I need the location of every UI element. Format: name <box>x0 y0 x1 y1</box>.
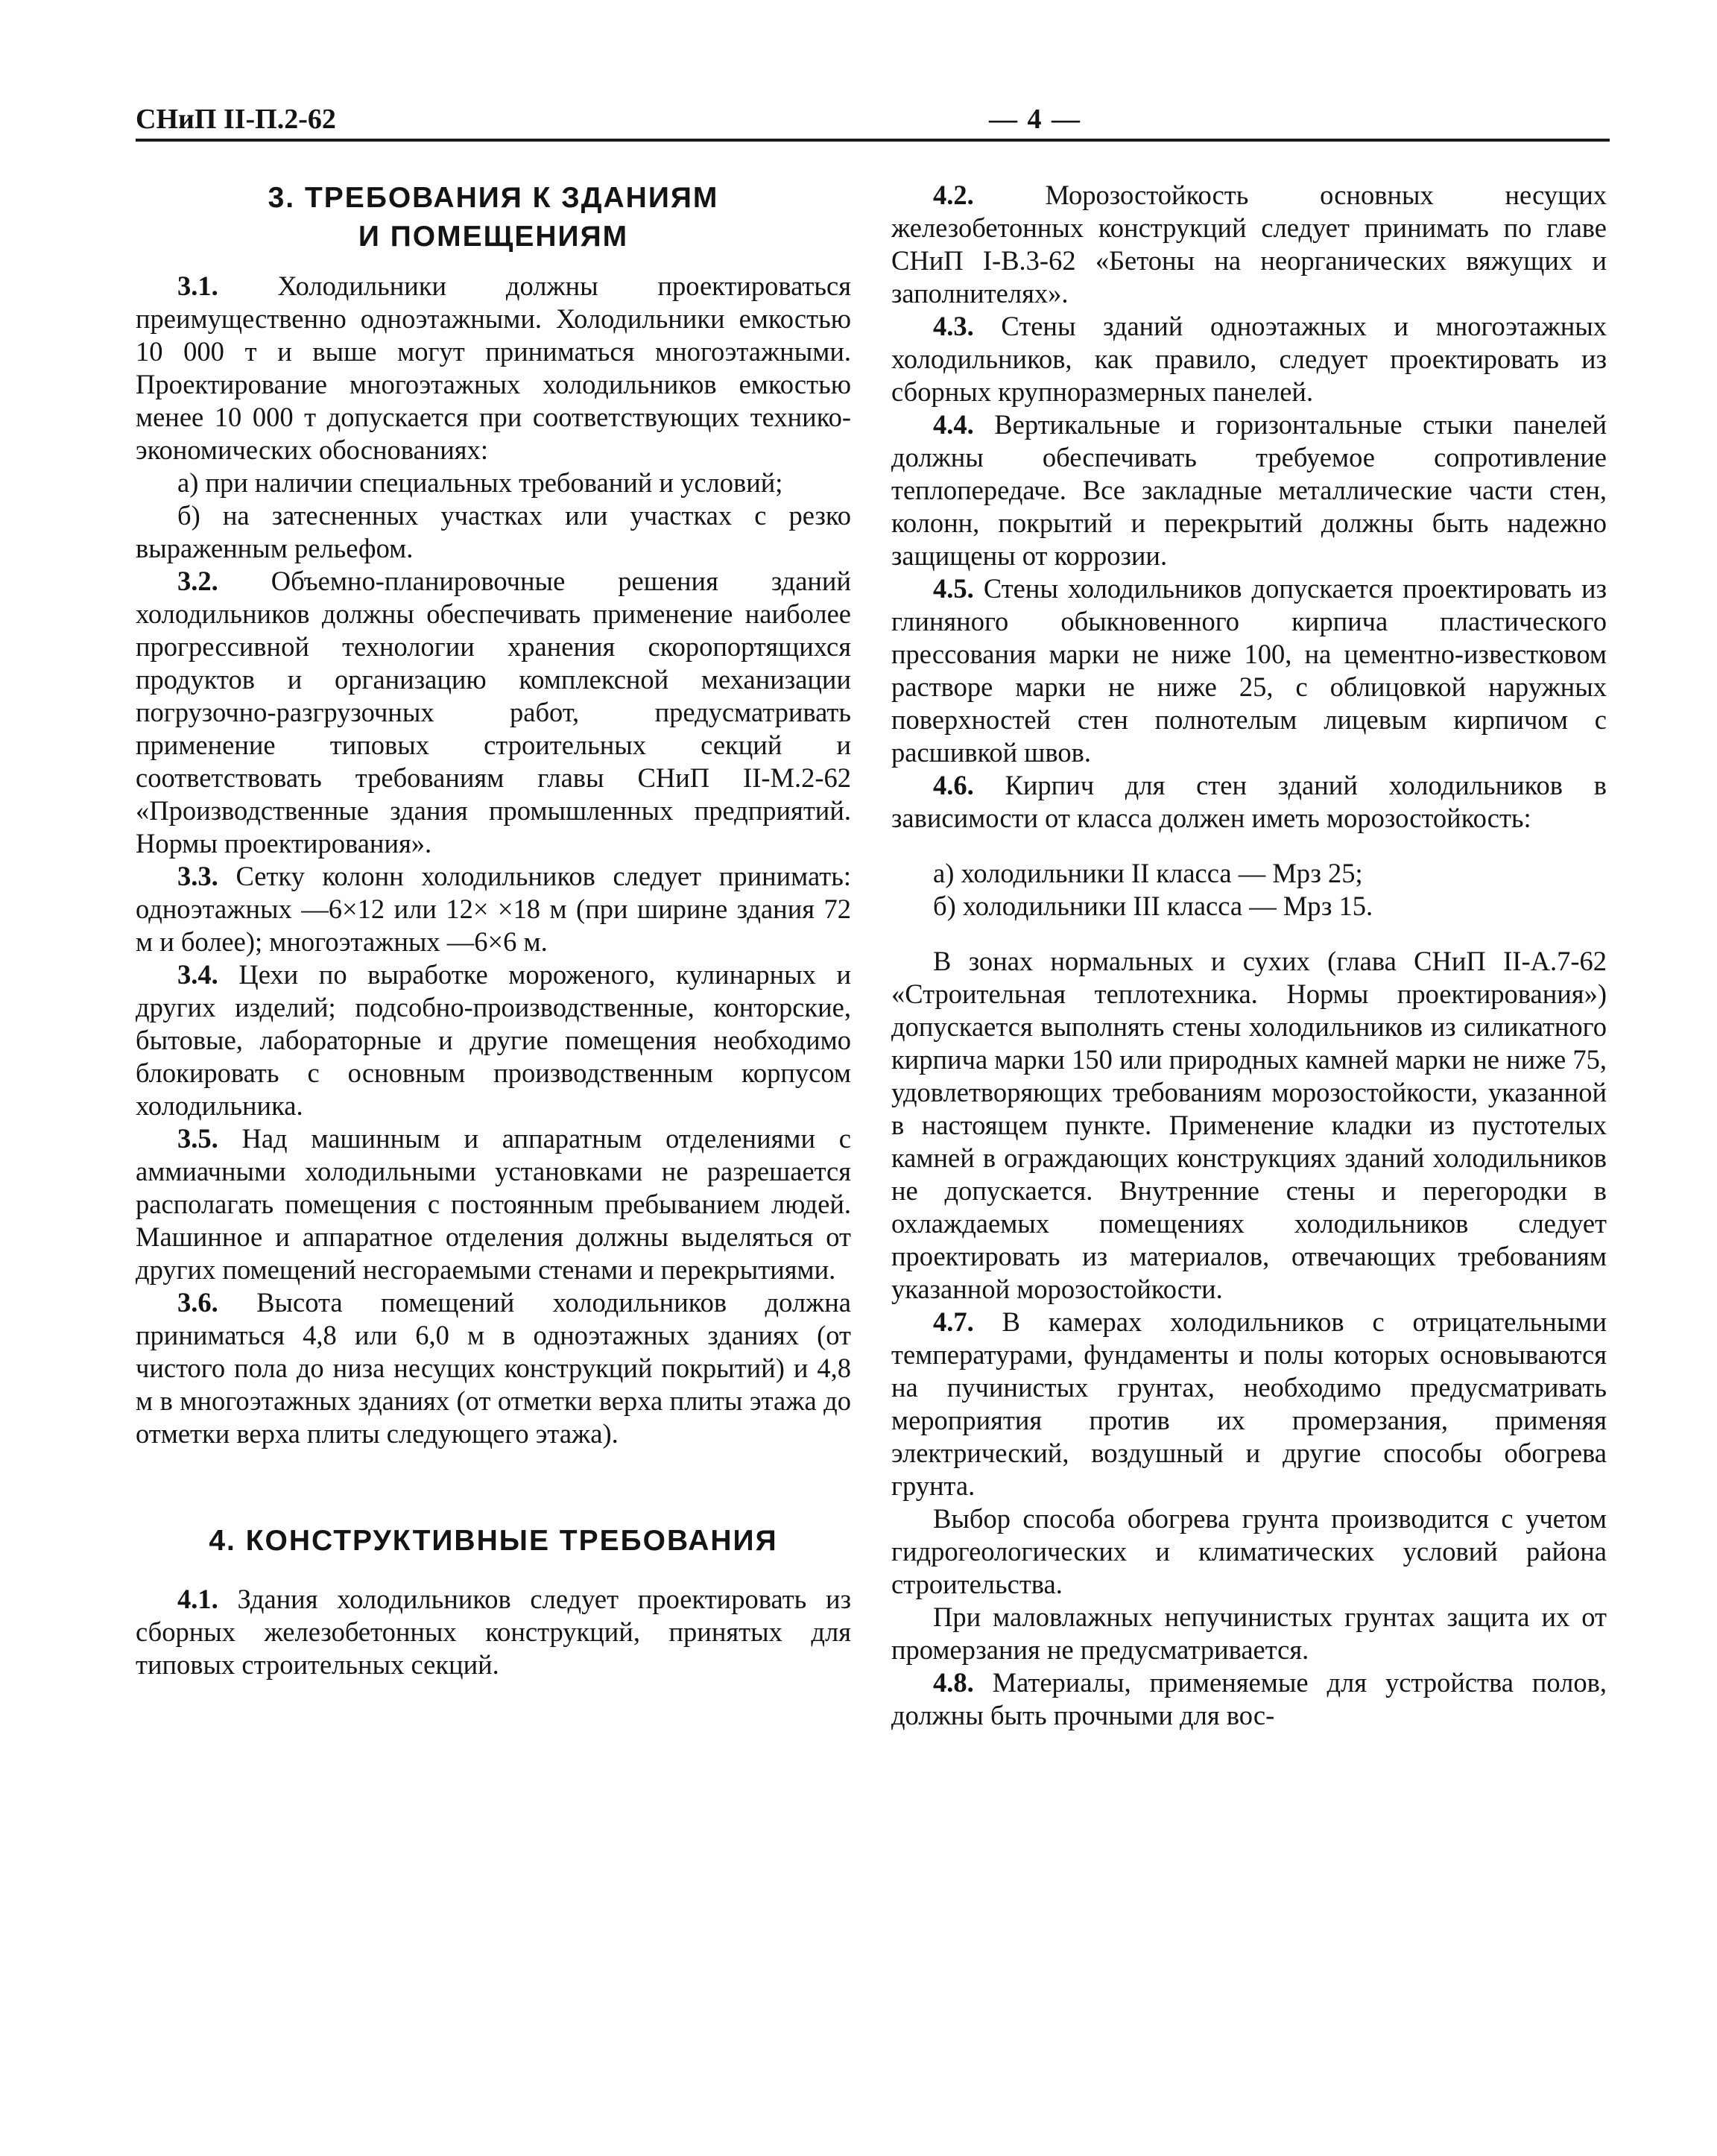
clause-text: Стены холодильников допускается проектировать из глиняного обыкновенного кирпича пластического прессования марки не ниже 100, на цементно-известковом растворе марки не ниже 25, с облицовкой наружных поверхностей стен полнотелым лицевым кирпичом с расшивкой швов. <box>891 573 1607 768</box>
clause-number: 4.8. <box>933 1667 974 1698</box>
left-column <box>136 179 851 1681</box>
clause-number: 3.4. <box>177 959 218 990</box>
page-header <box>136 103 1610 142</box>
page-number: — 4 — <box>989 104 1081 135</box>
clause-number: 4.7. <box>933 1306 974 1337</box>
clause-number: 4.2. <box>933 180 974 210</box>
clause-text: Кирпич для стен зданий холодильников в зависимости от класса должен иметь морозостойкость: <box>891 770 1607 833</box>
clause-number: 4.4. <box>933 409 974 440</box>
clause-number: 4.1. <box>177 1584 218 1614</box>
frost-resistance-list <box>891 857 1607 923</box>
clause-number: 3.6. <box>177 1287 218 1318</box>
frost-resistance-item-b: б) холодильники III класса — Мрз 15. <box>933 891 1373 921</box>
clause-number: 3.3. <box>177 861 218 891</box>
clause-number: 4.5. <box>933 573 974 604</box>
clause-number: 3.1. <box>177 271 218 301</box>
section-4-title: 4. КОНСТРУКТИВНЫЕ ТРЕБОВАНИЯ <box>209 1525 778 1557</box>
clause-text: Стены зданий одноэтажных и многоэтажных холодильников, как правило, следует проектировать из сборных крупноразмерных панелей. <box>891 311 1607 407</box>
clause-text: Над машинным и аппаратным отделениями с аммиачными холодильными установками не разрешается располагать помещения с постоянным пребыванием людей. Машинное и аппаратное отделения должны выделяться от других помещений несгораемыми стенами и перекрытиями. <box>136 1123 851 1285</box>
clause-text: В камерах холодильников с отрицательными температурами, фундаменты и полы которых основываются на пучинистых грунтах, необходимо предусматривать мероприятия против их промерзания, применяя электрический, воздушный и другие способы обогрева грунта. <box>891 1306 1607 1501</box>
section-3-title-line-2: И ПОМЕЩЕНИЯМ <box>358 221 629 253</box>
clause-4-6-continuation: В зонах нормальных и сухих (глава СНиП II-А.7-62 «Строительная теплотехника. Нормы проектирования») допускается выполнять стены холодильников из силикатного кирпича марки 150 или природных камней марки не ниже 75, удовлетворяющих требованиям морозостойкости, указанной в настоящем пункте. Применение кладки из пустотелых камней в ограждающих конструкциях зданий холодильников не допускается. Внутренние стены и перегородки в охлаждаемых помещениях холодильников следует проектировать из материалов, отвечающих требованиям указанной морозостойкости. <box>891 946 1607 1304</box>
clause-4-7-continuation-1: Выбор способа обогрева грунта производится с учетом гидрогеологических и климатических условий района строительства. <box>891 1503 1607 1599</box>
clause-number: 3.2. <box>177 566 218 596</box>
clause-4-1 <box>136 1583 851 1681</box>
clause-3-4 <box>136 958 851 1122</box>
clause-4-4 <box>891 408 1607 572</box>
clause-text: Цехи по выработке мороженого, кулинарных и других изделий; подсобно-производственные, конторские, бытовые, лабораторные и другие помещения необходимо блокировать с основным производственным корпусом холодильника. <box>136 959 851 1121</box>
right-column <box>891 179 1607 1732</box>
clause-3-5 <box>136 1122 851 1286</box>
clause-text: Сетку колонн холодильников следует принимать: одноэтажных —6×12 или 12× ×18 м (при ширине здания 72 м и более); многоэтажных —6×6 м. <box>136 861 852 957</box>
clause-3-6 <box>136 1286 851 1450</box>
document-code: СНиП II-П.2-62 <box>136 104 336 135</box>
clause-text: Морозостойкость основных несущих железобетонных конструкций следует принимать по главе СНиП I-В.3-62 «Бетоны на неорганических вяжущих и заполнителях». <box>891 180 1607 309</box>
clause-text: Холодильники должны проектироваться преимущественно одноэтажными. Холодильники емкостью 10 000 т и выше могут приниматься многоэтажными. Проектирование многоэтажных холодильников емкостью менее 10 000 т допускается при соответствующих технико-экономических обоснованиях: <box>136 271 851 465</box>
clause-4-5 <box>891 572 1607 769</box>
clause-4-8 <box>891 1666 1607 1732</box>
clause-text: Материалы, применяемые для устройства полов, должны быть прочными для вос- <box>891 1667 1607 1730</box>
clause-number: 4.3. <box>933 311 974 341</box>
section-3-title <box>136 179 851 256</box>
clause-4-7 <box>891 1306 1607 1502</box>
clause-4-7-continuation-2: При маловлажных непучинистых грунтах защита их от промерзания не предусматривается. <box>891 1602 1607 1665</box>
clause-3-1 <box>136 270 851 467</box>
clause-3-1-item-b: б) на затесненных участках или участках с резко выраженным рельефом. <box>136 500 851 563</box>
clause-text: Высота помещений холодильников должна приниматься 4,8 или 6,0 м в одноэтажных зданиях (от чистого пола до низа несущих конструкций покрытий) и 4,8 м в многоэтажных зданиях (от отметки верха плиты этажа до отметки верха плиты следующего этажа). <box>136 1287 852 1449</box>
clause-4-2 <box>891 179 1607 310</box>
clause-3-3 <box>136 860 851 958</box>
clause-3-2 <box>136 565 851 860</box>
frost-resistance-item-a: а) холодильники II класса — Мрз 25; <box>933 858 1363 888</box>
clause-number: 3.5. <box>177 1123 218 1154</box>
clause-4-6 <box>891 769 1607 835</box>
clause-4-3 <box>891 310 1607 408</box>
clause-text: Вертикальные и горизонтальные стыки панелей должны обеспечивать требуемое сопротивление теплопередаче. Все закладные металлические части стен, колонн, покрытий и перекрытий должны быть надежно защищены от коррозии. <box>891 409 1607 571</box>
clause-number: 4.6. <box>933 770 974 800</box>
section-3-title-line-1: 3. ТРЕБОВАНИЯ К ЗДАНИЯМ <box>268 182 719 214</box>
clause-text: Объемно-планировочные решения зданий холодильников должны обеспечивать применение наиболее прогрессивной технологии хранения скоропортящихся продуктов и организацию комплексной механизации погрузочно-разгрузочных работ, предусматривать применение типовых строительных секций и соответствовать требованиям главы СНиП II-М.2-62 «Производственные здания промышленных предприятий. Нормы проектирования». <box>136 566 851 859</box>
clause-3-1-item-a: а) при наличии специальных требований и условий; <box>177 467 783 498</box>
header-rule <box>136 139 1610 142</box>
clause-text: Здания холодильников следует проектировать из сборных железобетонных конструкций, принятых для типовых строительных секций. <box>136 1584 851 1680</box>
